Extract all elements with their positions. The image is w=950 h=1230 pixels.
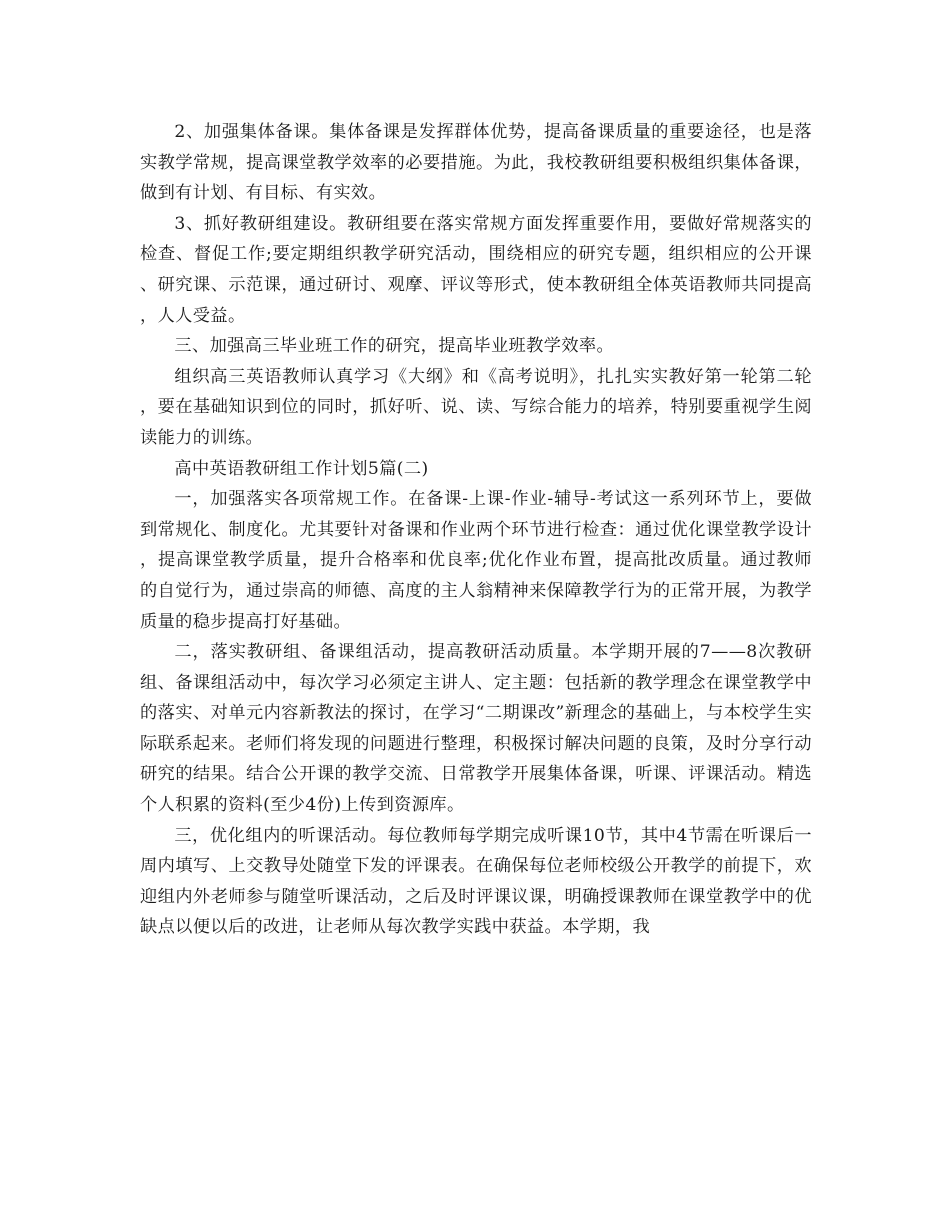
paragraph-lesson-observation: 三，优化组内的听课活动。每位教师每学期完成听课10节，其中4节需在听课后一周内填写、上交教导处随堂下发的评课表。在确保每位老师校级公开教学的前提下，欢迎组内外老师参与随堂听课活动，之后及时评课议课，明确授课教师在课堂教学中的优缺点以便以后的改进，让老师从每次教学实践中获益。本学期，我: [140, 825, 812, 938]
paragraph-routine-work: 一，加强落实各项常规工作。在备课-上课-作业-辅导-考试这一系列环节上，要做到常规化、制度化。尤其要针对备课和作业两个环节进行检查：通过优化课堂教学设计，提高课堂教学质量，提升合格率和优良率;优化作业布置，提高批改质量。通过教师的自觉行为，通过崇高的师德、高度的主人翁精神来保障教学行为的正常开展，为教学质量的稳步提高打好基础。: [140, 489, 812, 632]
paragraph-research-activities: 二，落实教研组、备课组活动，提高教研活动质量。本学期开展的7——8次教研组、备课组活动中，每次学习必须定主讲人、定主题：包括新的教学理念在课堂教学中的落实、对单元内容新教法的探讨，在学习“二期课改”新理念的基础上，与本校学生实际联系起来。老师们将发现的问题进行整理，积极探讨解决问题的良策，及时分享行动研究的结果。结合公开课的教学交流、日常教学开展集体备课，听课、评课活动。精选个人积累的资料(至少4份)上传到资源库。: [140, 642, 812, 816]
paragraph-senior-three-heading: 三、加强高三毕业班工作的研究，提高毕业班教学效率。: [174, 336, 615, 357]
paragraph-senior-three-detail: 组织高三英语教师认真学习《大纲》和《高考说明》，扎扎实实教好第一轮第二轮，要在基础知识到位的同时，抓好听、说、读、写综合能力的培养，特别要重视学生阅读能力的训练。: [140, 366, 812, 448]
section-title-plan-two: 高中英语教研组工作计划5篇(二): [174, 458, 429, 479]
paragraph-teaching-group-building: 3、抓好教研组建设。教研组要在落实常规方面发挥重要作用，要做好常规落实的检查、督促工作;要定期组织教学研究活动，围绕相应的研究专题，组织相应的公开课、研究课、示范课，通过研讨、观摩、评议等形式，使本教研组全体英语教师共同提高，人人受益。: [140, 213, 812, 326]
document-body: [140, 117, 812, 943]
paragraph-collective-lesson-prep: 2、加强集体备课。集体备课是发挥群体优势，提高备课质量的重要途径，也是落实教学常规，提高课堂教学效率的必要措施。为此，我校教研组要积极组织集体备课，做到有计划、有目标、有实效。: [140, 122, 812, 204]
